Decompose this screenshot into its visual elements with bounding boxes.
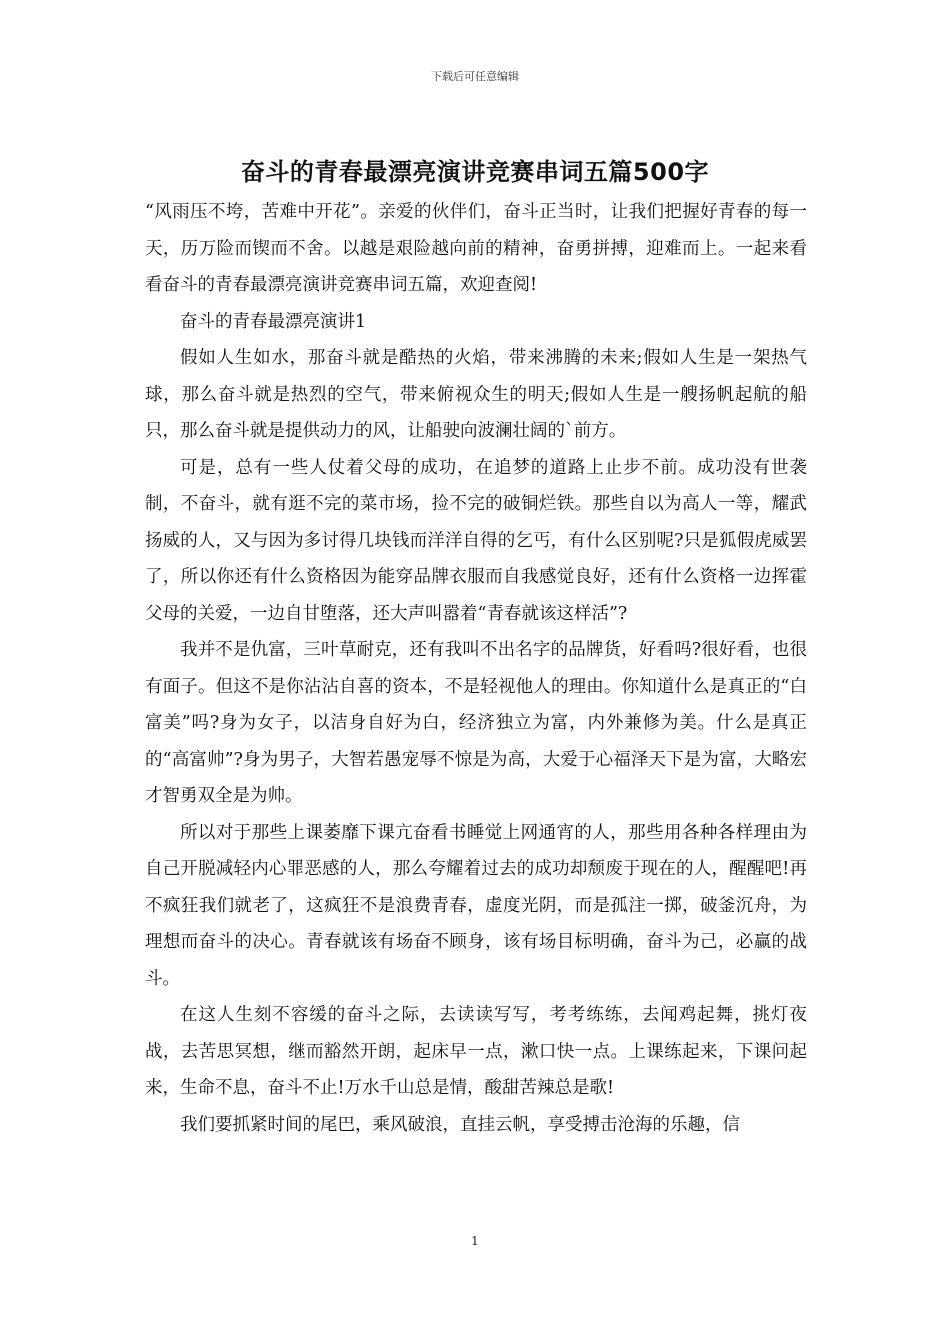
- section-heading: 奋斗的青春最漂亮演讲1: [180, 311, 367, 332]
- body-paragraph: 可是，总有一些人仗着父母的成功，在追梦的道路上止步不前。成功没有世袭制，不奋斗，就有逛不完的菜市场，捡不完的破铜烂铁。那些自以为高人一等，耀武扬威的人，又与因为多讨得几块钱而洋洋自得的乞丐，有什么区别呢?只是狐假虎威罢了，所以你还有什么资格因为能穿品牌衣服而自我感觉良好，还有什么资格一边挥霍父母的关爱，一边自甘堕落，还大声叫嚣着“青春就该这样活”?: [145, 457, 807, 624]
- page-number: 1: [471, 1234, 479, 1248]
- body-paragraph: 假如人生如水，那奋斗就是酷热的火焰，带来沸腾的未来;假如人生是一架热气球，那么奋斗就是热烈的空气，带来俯视众生的明天;假如人生是一艘扬帆起航的船只，那么奋斗就是提供动力的风，让船驶向波澜壮阔的`前方。: [145, 348, 807, 441]
- header-note: 下载后可任意编辑: [431, 70, 519, 83]
- document-title: 奋斗的青春最漂亮演讲竞赛串词五篇500字: [240, 158, 710, 186]
- body-paragraph: 所以对于那些上课萎靡下课亢奋看书睡觉上网通宵的人，那些用各种各样理由为自己开脱减轻内心罪恶感的人，那么夸耀着过去的成功却颓废于现在的人，醒醒吧!再不疯狂我们就老了，这疯狂不是浪费青春，虚度光阴，而是孤注一掷，破釜沉舟，为理想而奋斗的决心。青春就该有场奋不顾身，该有场目标明确，奋斗为己，必赢的战斗。: [145, 822, 807, 989]
- body-paragraph: 在这人生刻不容缓的奋斗之际，去读读写写，考考练练，去闻鸡起舞，挑灯夜战，去苦思冥想，继而豁然开朗，起床早一点，漱口快一点。上课练起来，下课问起来，生命不息，奋斗不止!万水千山总是情，酸甜苦辣总是歌!: [145, 1005, 807, 1098]
- intro-paragraph: “风雨压不垮，苦难中开花”。亲爱的伙伴们，奋斗正当时，让我们把握好青春的每一天，历万险而锲而不舍。以越是艰险越向前的精神，奋勇拼搏，迎难而上。一起来看看奋斗的青春最漂亮演讲竞赛串词五篇，欢迎查阅!: [145, 202, 807, 295]
- body-paragraph: 我并不是仇富，三叶草耐克，还有我叫不出名字的品牌货，好看吗?很好看，也很有面子。但这不是你沾沾自喜的资本，不是轻视他人的理由。你知道什么是真正的“白富美”吗?身为女子，以洁身自好为白，经济独立为富，内外兼修为美。什么是真正的“高富帅”?身为男子，大智若愚宠辱不惊是为高，大爱于心福泽天下是为富，大略宏才智勇双全是为帅。: [145, 640, 807, 806]
- document-body: [145, 194, 807, 1143]
- body-paragraph: 我们要抓紧时间的尾巴，乘风破浪，直挂云帆，享受搏击沧海的乐趣，信: [180, 1114, 740, 1135]
